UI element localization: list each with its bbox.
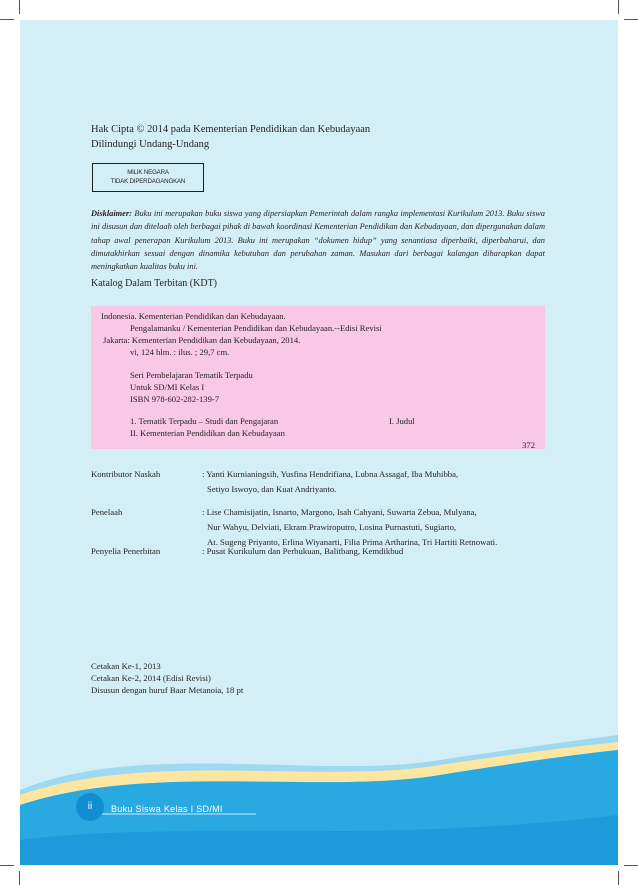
kdt-line: 1. Tematik Terpadu – Studi dan Pengajaran xyxy=(130,416,279,426)
kdt-line: Jakarta: Kementerian Pendidikan dan Kebudayaan, 2014. xyxy=(103,335,301,345)
supervisor-label: Penyelia Penerbitan xyxy=(91,546,161,556)
kdt-line: II. Kementerian Pendidikan dan Kebudayaan xyxy=(130,428,285,438)
kdt-line: Pengalamanku / Kementerian Pendidikan dan Kebudayaan.--Edisi Revisi xyxy=(130,323,382,333)
protected-by-law-line: Dilindungi Undang-Undang xyxy=(91,139,210,150)
disclaimer-text: Buku ini merupakan buku siswa yang dipersiapkan Pemerintah dalam rangka implementasi Kurikulum 2013. Buku siswa ini disusun dan ditelaah oleh berbagai pihak di bawah koordinasi Kementerian Pendidikan dan Kebudayaan, dan dipergunakan dalam tahap awal penerapan Kurikulum 2013. Buku ini merupakan “dokumen hidup” yang senantiasa diperbaiki, diperbaharui, dan dimutakhirkan sesuai dengan dinamika kebutuhan dan perubahan zaman. Masukan dari berbagai kalangan diharapkan dapat meningkatkan kualitas buku ini. xyxy=(91,209,545,272)
contributor-names: Setiyo Iswoyo, dan Kuat Andriyanto. xyxy=(207,484,337,494)
crop-mark-tr-h xyxy=(624,19,638,20)
crop-mark-tl-v xyxy=(19,0,20,14)
disclaimer-paragraph xyxy=(91,207,545,273)
crop-mark-bl-h xyxy=(0,865,14,866)
crop-mark-tr-v xyxy=(618,0,619,14)
kdt-classification: 372 xyxy=(522,440,535,450)
kdt-line: Untuk SD/MI Kelas I xyxy=(130,382,205,392)
crop-mark-br-h xyxy=(624,865,638,866)
reviewer-names: At. Sugeng Priyanto, Erlina Wiyanarti, Filia Prima Artharina, Tri Hartiti Retnowati. xyxy=(207,537,498,547)
stamp-line-2: TIDAK DIPERDAGANGKAN xyxy=(110,177,186,185)
kdt-line: Seri Pembelajaran Tematik Terpadu xyxy=(130,370,253,380)
copyright-line: Hak Cipta © 2014 pada Kementerian Pendidikan dan Kebudayaan xyxy=(91,124,371,135)
footer-wave-decoration xyxy=(20,720,618,865)
disclaimer-label: Disklaimer: xyxy=(91,209,132,218)
contributor-label: Kontributor Naskah xyxy=(91,469,161,479)
kdt-line: Indonesia. Kementerian Pendidikan dan Kebudayaan. xyxy=(101,311,286,321)
reviewer-label: Penelaah xyxy=(91,507,123,517)
crop-mark-tl-h xyxy=(0,19,14,20)
typeface-line: Disusun dengan huruf Baar Metanoia, 18 pt xyxy=(91,684,244,695)
stamp-line-1: MILIK NEGARA xyxy=(127,169,169,176)
crop-mark-br-v xyxy=(618,871,619,885)
reviewer-names: Nur Wahyu, Delviati, Ekram Prawiroputro, Losina Purnastuti, Sugiarto, xyxy=(207,522,457,532)
print-2-line: Cetakan Ke-2, 2014 (Edisi Revisi) xyxy=(91,672,211,683)
print-1-line: Cetakan Ke-1, 2013 xyxy=(91,661,161,671)
state-property-stamp xyxy=(92,163,204,192)
kdt-line: vi, 124 hlm. : ilus. ; 29,7 cm. xyxy=(130,347,230,357)
book-title-footer: Buku Siswa Kelas I SD/MI xyxy=(111,804,223,814)
crop-mark-bl-v xyxy=(19,871,20,885)
supervisor-name: : Pusat Kurikulum dan Perbukuan, Balitbang, Kemdikbud xyxy=(202,546,404,556)
kdt-heading: Katalog Dalam Terbitan (KDT) xyxy=(91,278,218,289)
kdt-line: ISBN 978-602-282-139-7 xyxy=(130,394,220,404)
edition-info xyxy=(91,661,243,696)
contributor-names: : Yanti Kurnianingsih, Yusfina Hendrifiana, Lubna Assagaf, Iba Muhibba, xyxy=(202,469,459,479)
reviewer-names: : Lise Chamisijatin, Isnarto, Margono, Isah Cahyani, Suwarta Zebua, Mulyana, xyxy=(202,507,477,517)
copyright-notice xyxy=(91,122,370,152)
page-number: ii xyxy=(87,801,93,812)
kdt-catalog-box xyxy=(91,306,545,449)
kdt-line: I. Judul xyxy=(389,416,415,426)
book-page xyxy=(20,20,618,865)
